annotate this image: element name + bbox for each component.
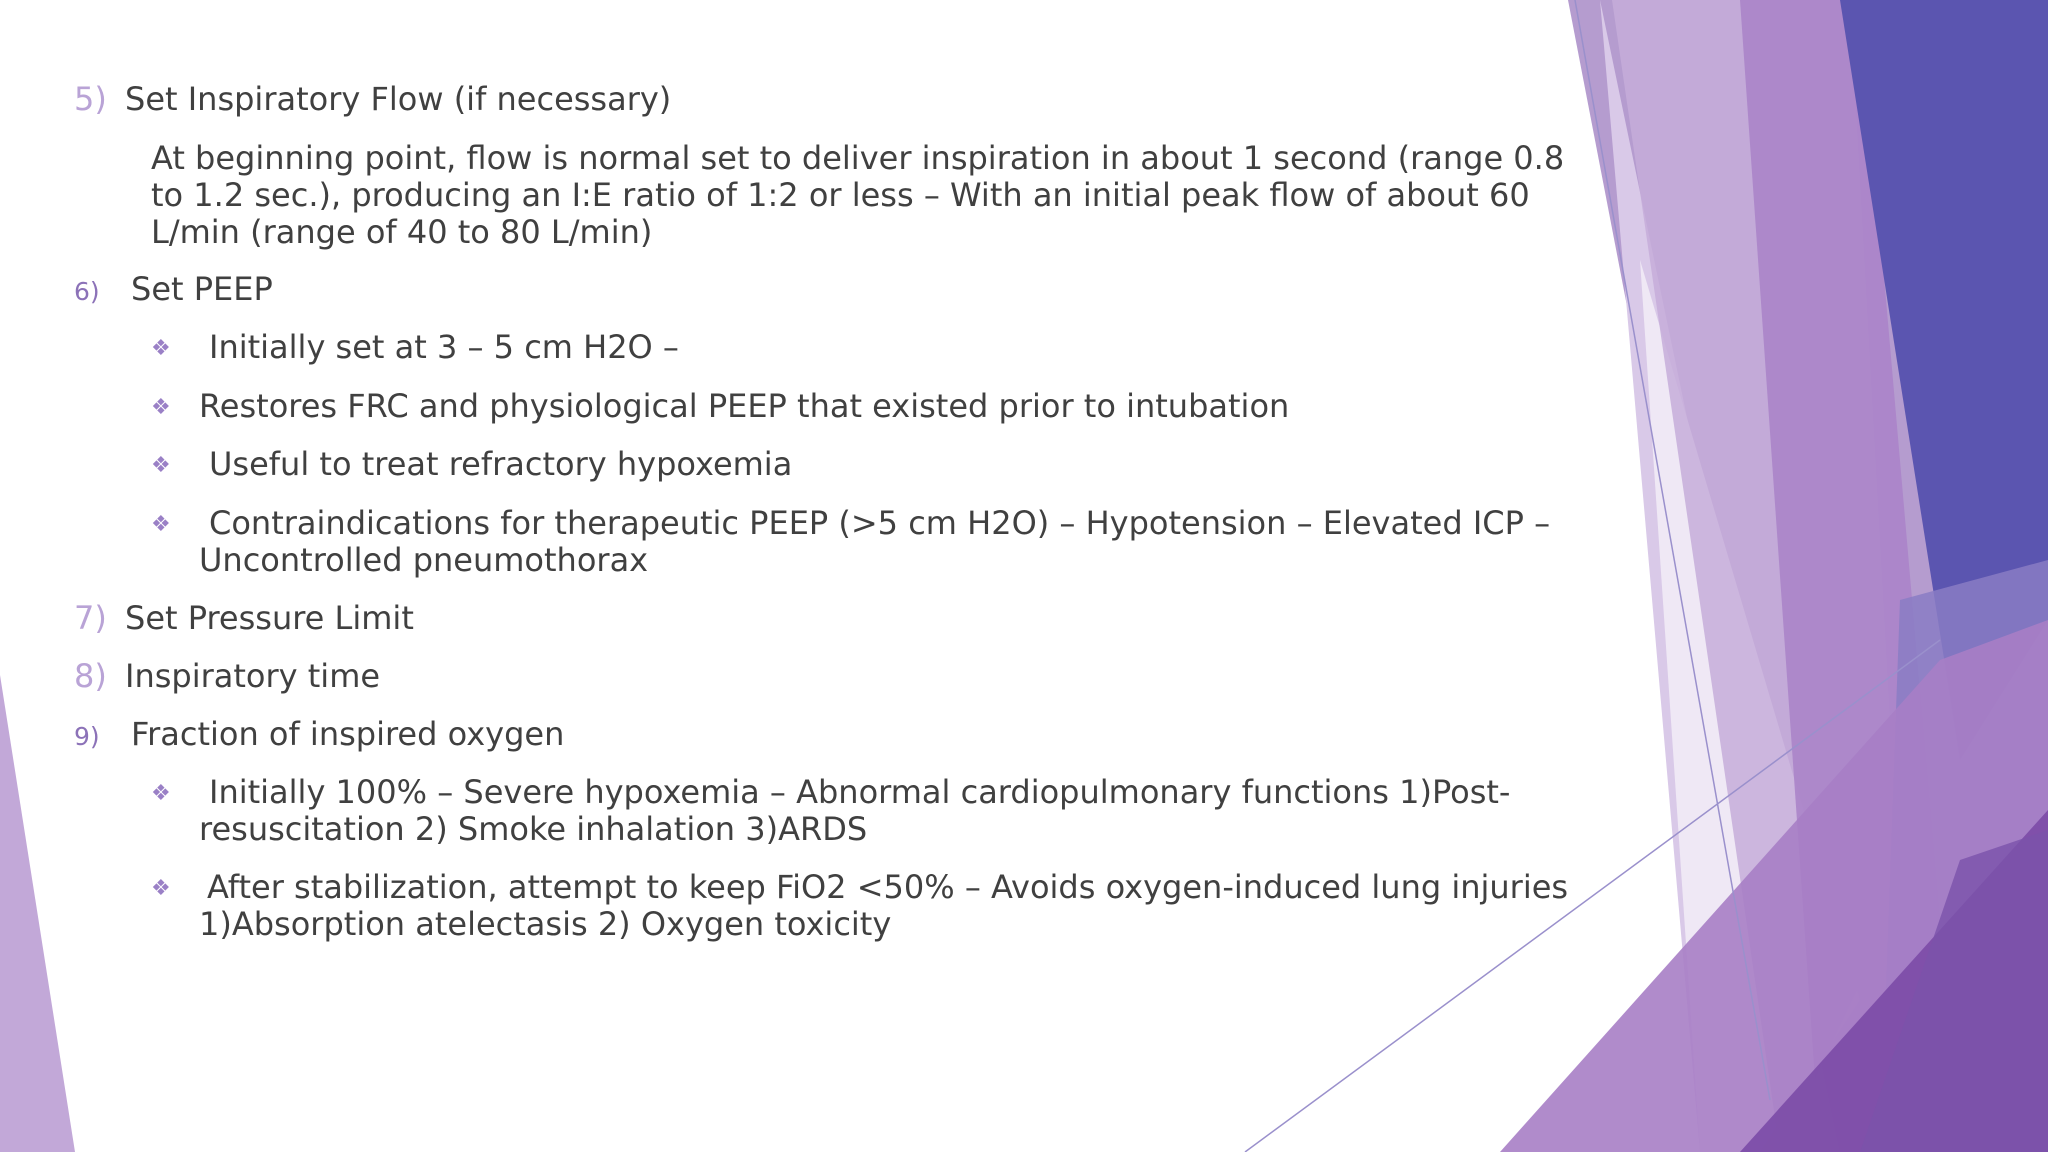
four-diamond-bullet-icon: ❖ xyxy=(151,395,171,420)
paragraph-line: to 1.2 sec.), producing an I:E ratio of 1:2 or less – With an initial peak flow of about 60 xyxy=(151,176,1530,214)
item-heading: Fraction of inspired oxygen xyxy=(131,715,565,753)
bullet-text: Useful to treat refractory hypoxemia xyxy=(209,445,793,483)
item-number: 6) xyxy=(74,277,100,306)
item-heading: Set PEEP xyxy=(131,270,273,308)
bullet-text: After stabilization, attempt to keep FiO2 <50% – Avoids oxygen-induced lung injuries xyxy=(207,868,1569,906)
four-diamond-bullet-icon: ❖ xyxy=(151,876,171,901)
bullet-text: 1)Absorption atelectasis 2) Oxygen toxicity xyxy=(199,905,892,943)
four-diamond-bullet-icon: ❖ xyxy=(151,453,171,478)
paragraph-line: At beginning point, flow is normal set to deliver inspiration in about 1 second (range 0.8 xyxy=(151,139,1565,177)
bullet-text: Contraindications for therapeutic PEEP (>5 cm H2O) – Hypotension – Elevated ICP – xyxy=(209,504,1551,542)
bullet-text: Uncontrolled pneumothorax xyxy=(199,541,649,579)
item-number: 8) xyxy=(74,657,107,695)
bullet-text: Initially 100% – Severe hypoxemia – Abnormal cardiopulmonary functions 1)Post- xyxy=(209,773,1511,811)
four-diamond-bullet-icon: ❖ xyxy=(151,781,171,806)
item-number: 7) xyxy=(74,599,107,637)
left-purple-sliver xyxy=(0,675,75,1152)
bullet-text: resuscitation 2) Smoke inhalation 3)ARDS xyxy=(199,810,868,848)
paragraph-line: L/min (range of 40 to 80 L/min) xyxy=(151,213,653,251)
bullet-text: Restores FRC and physiological PEEP that existed prior to intubation xyxy=(199,387,1290,425)
item-heading: Inspiratory time xyxy=(125,657,381,695)
item-number: 9) xyxy=(74,722,100,751)
item-heading: Set Pressure Limit xyxy=(125,599,414,637)
item-heading: Set Inspiratory Flow (if necessary) xyxy=(125,80,672,118)
four-diamond-bullet-icon: ❖ xyxy=(151,512,171,537)
four-diamond-bullet-icon: ❖ xyxy=(151,336,171,361)
bullet-text: Initially set at 3 – 5 cm H2O – xyxy=(209,328,679,366)
item-number: 5) xyxy=(74,80,107,118)
